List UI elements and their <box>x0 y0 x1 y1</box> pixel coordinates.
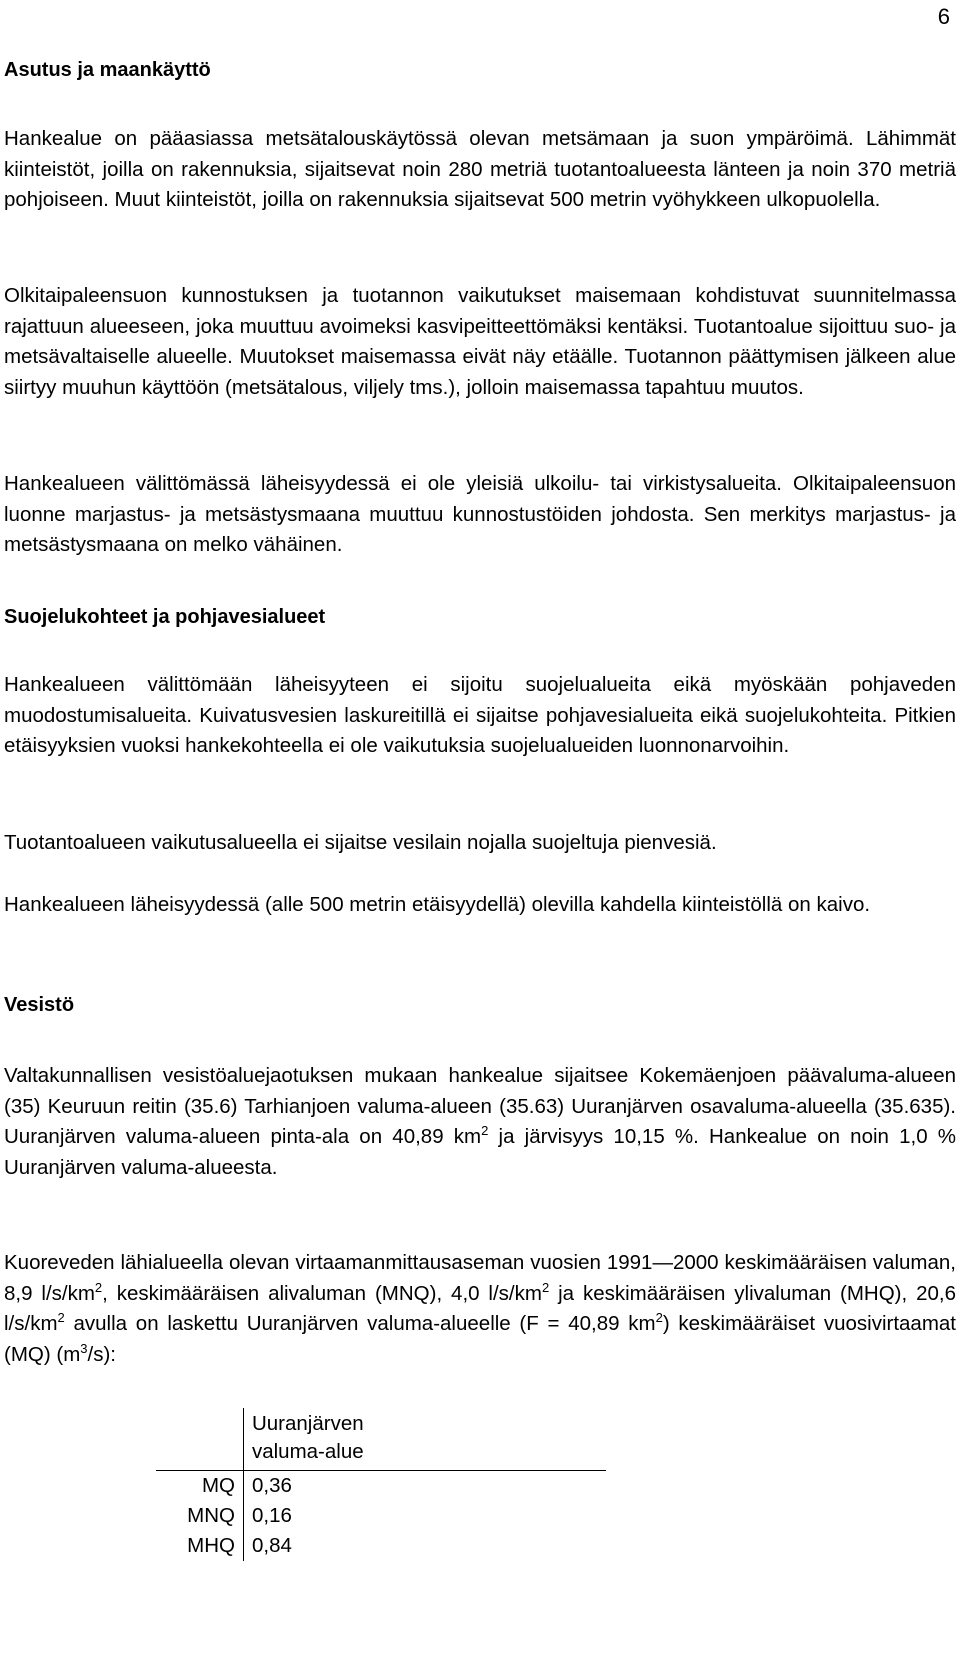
table-row-label: MNQ <box>187 1504 235 1527</box>
section-heading-suojelu: Suojelukohteet ja pohjavesialueet <box>4 606 326 628</box>
table-row <box>156 1531 606 1561</box>
section-heading-vesisto: Vesistö <box>4 994 75 1016</box>
table-row-value: 0,84 <box>243 1531 606 1561</box>
table-header-row <box>156 1408 606 1471</box>
paragraph-suojelu-1: Hankealueen välittömään läheisyyteen ei sijoitu suojelualueita eikä myöskään pohjaveden muodostumisalueita. Kuivatusvesien laskureitillä ei sijaitse pohjavesialueita eikä suojelukohteita. Pitkien etäisyyksien vuoksi hankekohteella ei ole vaikutuksia suojelualueiden luonnonarvoihin. <box>4 673 956 757</box>
table-row <box>156 1501 606 1531</box>
paragraph-suojelu-2: Tuotantoalueen vaikutusalueella ei sijaitse vesilain nojalla suojeltuja pienvesiä. <box>4 831 717 854</box>
paragraph-suojelu-3: Hankealueen läheisyydessä (alle 500 metrin etäisyydellä) olevilla kahdella kiinteistöllä on kaivo. <box>4 893 871 916</box>
paragraph-asutus-2: Olkitaipaleensuon kunnostuksen ja tuotannon vaikutukset maisemaan kohdistuvat suunnitelmassa rajattuun alueeseen, joka muuttuu avoimeksi kasvipeitteettömäksi kentäksi. Tuotantoalue sijoittuu suo- ja metsävaltaiselle alueelle. Muutokset maisemassa eivät näy etäälle. Tuotannon päättymisen jälkeen alue siirtyy muuhun käyttöön (metsätalous, viljely tms.), jolloin maisemassa tapahtuu muutos. <box>4 284 956 399</box>
page-number: 6 <box>937 4 950 29</box>
paragraph-vesisto-1: Valtakunnallisen vesistöaluejaotuksen mukaan hankealue sijaitsee Kokemäenjoen päävaluma-alueen (35) Keuruun reitin (35.6) Tarhianjoen valuma-alueen (35.63) Uuranjärven osavaluma-alueella (35.635). Uuranjärven valuma-alueen pinta-ala on 40,89 $km^2$ ja järvisyys 10,15 %. Hankealue on noin 1,0 % Uuranjärven valuma-alueesta. <box>4 1064 957 1179</box>
runoff-table <box>156 1408 606 1561</box>
table-row-value: 0,36 <box>243 1471 606 1502</box>
section-heading-asutus: Asutus ja maankäyttö <box>4 59 211 81</box>
paragraph-vesisto-2: Kuoreveden lähialueella olevan virtaamanmittausaseman vuosien 1991—2000 keskimääräisen valuman, 8,9 $l/s/km^2$, keskimääräisen alivaluman (MNQ), 4,0 $l/s/km^2$ ja keskimääräisen ylivaluman (MHQ), 20,6 $l/s/km^2$ avulla on laskettu Uuranjärven valuma-alueelle (F = 40,89 $km^2$) keskimääräiset vuosivirtaamat (MQ) $(m^3/s)$: <box>4 1251 956 1366</box>
table-header-catchment: Uuranjärven valuma-alue <box>243 1408 606 1471</box>
table-row-label: MHQ <box>187 1534 235 1557</box>
table-row-value: 0,16 <box>243 1501 606 1531</box>
paragraph-asutus-3: Hankealueen välittömässä läheisyydessä ei ole yleisiä ulkoilu- tai virkistysalueita. Olkitaipaleensuon luonne marjastus- ja metsästysmaana muuttuu kunnostustöiden johdosta. Sen merkitys marjastus- ja metsästysmaana on melko vähäinen. <box>4 472 956 556</box>
paragraph-asutus-1: Hankealue on pääasiassa metsätalouskäytössä olevan metsämaan ja suon ympäröimä. Lähimmät kiinteistöt, joilla on rakennuksia, sijaitsevat noin 280 metriä tuotantoalueesta länteen ja noin 370 metriä pohjoiseen. Muut kiinteistöt, joilla on rakennuksia sijaitsevat 500 metrin vyöhykkeen ulkopuolella. <box>4 127 956 211</box>
table-row <box>156 1471 606 1502</box>
table-row-label: MQ <box>201 1474 235 1497</box>
